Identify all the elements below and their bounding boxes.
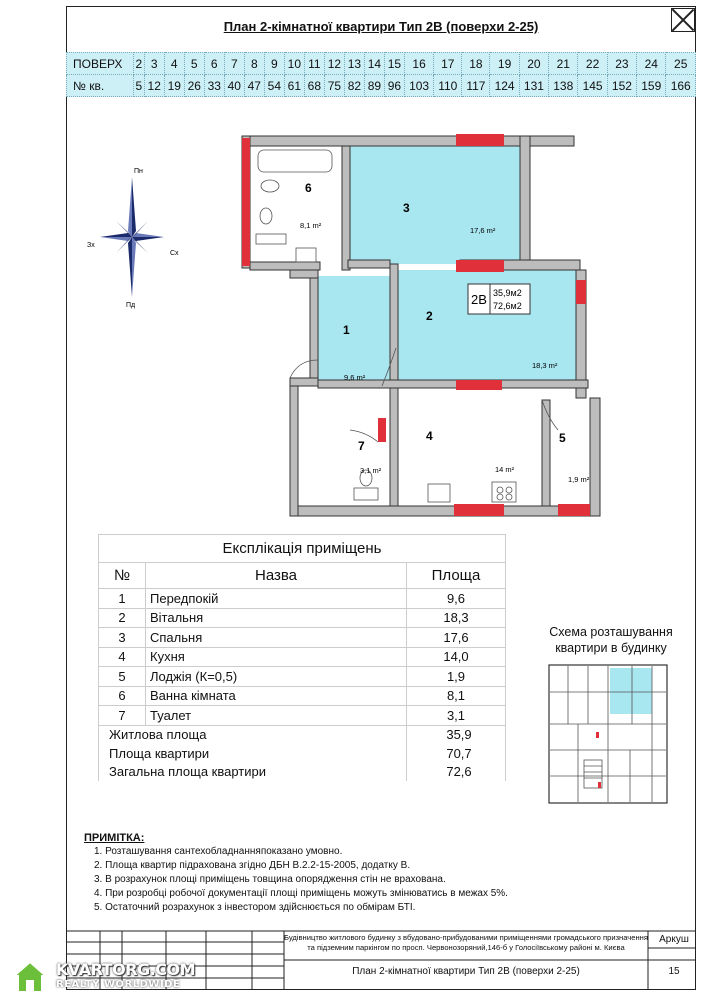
table-row xyxy=(99,686,506,706)
room-area-cell: 14,0 xyxy=(407,647,506,667)
floor-cell: 14 xyxy=(364,53,384,75)
floor-cell: 2 xyxy=(134,53,145,75)
header-number: № xyxy=(99,563,146,589)
room-name-cell: Туалет xyxy=(146,706,407,726)
floor-cell: 20 xyxy=(519,53,548,75)
sheet-label: Аркуш xyxy=(659,934,689,945)
apartment-total-area: 72,6м2 xyxy=(493,301,522,311)
apartment-cell: 131 xyxy=(519,75,548,97)
header-area: Площа xyxy=(407,563,506,589)
compass-west: Зх xyxy=(87,242,95,249)
apartment-cell: 19 xyxy=(164,75,184,97)
apartment-cell: 40 xyxy=(224,75,244,97)
floor-cell: 8 xyxy=(244,53,264,75)
floor-cell: 9 xyxy=(264,53,284,75)
floor-cell: 15 xyxy=(384,53,404,75)
apartment-cell: 61 xyxy=(284,75,304,97)
room-name-cell: Лоджія (К=0,5) xyxy=(146,667,407,687)
compass-east: Сх xyxy=(170,250,179,257)
total-row xyxy=(99,744,506,763)
room-number-cell: 6 xyxy=(99,686,146,706)
floor-cell: 3 xyxy=(144,53,164,75)
room-area-cell: 8,1 xyxy=(407,686,506,706)
floor-cell: 16 xyxy=(404,53,433,75)
room-3-number: 3 xyxy=(403,201,410,215)
apartment-cell: 12 xyxy=(144,75,164,97)
room-6-area: 8,1 m² xyxy=(300,221,322,230)
explication-table xyxy=(98,534,506,781)
compass-north: Пн xyxy=(134,168,143,175)
total-area: 72,6 xyxy=(407,763,506,782)
room-1-area: 9,6 m² xyxy=(344,373,366,382)
table-row xyxy=(99,628,506,648)
watermark-line2: REALTY WORLDWIDE xyxy=(56,979,181,990)
apartment-living-area: 35,9м2 xyxy=(493,288,522,298)
room-name-cell: Вітальня xyxy=(146,608,407,628)
compass-south: Пд xyxy=(126,302,136,309)
note-item: 4. При розробці робочої документації площі приміщень можуть змінюватись в межах 5%. xyxy=(94,888,508,899)
schema-title: Схема розташування квартири в будинку xyxy=(549,625,673,655)
floor-cell: 5 xyxy=(184,53,204,75)
room-5-area: 1,9 m² xyxy=(568,475,590,484)
apartment-cell: 68 xyxy=(304,75,324,97)
apartment-cell: 110 xyxy=(434,75,462,97)
note-item: 1. Розташування сантехобладнанняпоказано умовно. xyxy=(94,846,343,857)
room-3-area: 17,6 m² xyxy=(470,226,496,235)
apartment-cell: 89 xyxy=(364,75,384,97)
total-row xyxy=(99,725,506,744)
room-4-number: 4 xyxy=(426,429,433,443)
total-name: Житлова площа xyxy=(99,725,407,744)
apartment-cell: 5 xyxy=(134,75,145,97)
header-name: Назва xyxy=(146,563,407,589)
table-row xyxy=(99,706,506,726)
room-number-cell: 3 xyxy=(99,628,146,648)
watermark-line1: KVARTORG.COM xyxy=(56,960,195,979)
apartment-cell: 47 xyxy=(244,75,264,97)
floor-row-label: ПОВЕРХ xyxy=(67,53,134,75)
house-logo-icon xyxy=(12,960,48,994)
apartment-cell: 26 xyxy=(184,75,204,97)
apartment-cell: 159 xyxy=(637,75,666,97)
apartment-cell: 138 xyxy=(549,75,578,97)
room-7-number: 7 xyxy=(358,439,365,453)
table-row xyxy=(99,667,506,687)
apartment-cell: 33 xyxy=(204,75,224,97)
room-2-number: 2 xyxy=(426,309,433,323)
room-name-cell: Передпокій xyxy=(146,589,407,609)
room-number-cell: 5 xyxy=(99,667,146,687)
room-1-fill xyxy=(318,276,396,386)
apartment-cell: 82 xyxy=(344,75,364,97)
room-number-cell: 7 xyxy=(99,706,146,726)
table-row xyxy=(99,647,506,667)
compass-rose xyxy=(82,165,192,315)
apartment-type: 2В xyxy=(471,292,487,307)
room-name-cell: Спальня xyxy=(146,628,407,648)
apartment-cell: 75 xyxy=(324,75,344,97)
notes-heading: ПРИМІТКА: xyxy=(84,832,145,844)
floor-cell: 25 xyxy=(666,53,696,75)
notes-block xyxy=(84,831,508,915)
room-number-cell: 4 xyxy=(99,647,146,667)
note-item: 2. Площа квартир підрахована згідно ДБН В.2.2-15-2005, додатку В. xyxy=(94,860,411,871)
room-name-cell: Ванна кімната xyxy=(146,686,407,706)
floor-cell: 13 xyxy=(344,53,364,75)
room-area-cell: 3,1 xyxy=(407,706,506,726)
apartment-cell: 166 xyxy=(666,75,696,97)
total-area: 35,9 xyxy=(407,725,506,744)
room-area-cell: 1,9 xyxy=(407,667,506,687)
total-name: Загальна площа квартири xyxy=(99,763,407,782)
apartment-row-label: № кв. xyxy=(67,75,134,97)
floor-cell: 7 xyxy=(224,53,244,75)
room-4-area: 14 m² xyxy=(495,465,515,474)
sheet-name: План 2-кімнатної квартири Тип 2В (поверхи 2-25) xyxy=(352,966,580,977)
room-3-fill xyxy=(347,146,522,264)
floor-cell: 18 xyxy=(462,53,490,75)
floor-cell: 17 xyxy=(434,53,462,75)
note-item: 3. В розрахунок площі приміщень товщина опорядження стін не врахована. xyxy=(94,874,446,885)
floor-cell: 10 xyxy=(284,53,304,75)
room-5-number: 5 xyxy=(559,431,566,445)
apartment-cell: 54 xyxy=(264,75,284,97)
floor-cell: 23 xyxy=(607,53,636,75)
floor-cell: 24 xyxy=(637,53,666,75)
room-area-cell: 18,3 xyxy=(407,608,506,628)
page-title: План 2-кімнатної квартири Тип 2В (поверхи 2-25) xyxy=(223,19,539,34)
floor-cell: 4 xyxy=(164,53,184,75)
floor-cell: 11 xyxy=(304,53,324,75)
room-number-cell: 1 xyxy=(99,589,146,609)
watermark xyxy=(6,958,195,996)
room-7-area: 3,1 m² xyxy=(360,466,382,475)
total-name: Площа квартири xyxy=(99,744,407,763)
floor-cell: 21 xyxy=(549,53,578,75)
room-area-cell: 17,6 xyxy=(407,628,506,648)
apartment-cell: 145 xyxy=(578,75,607,97)
apartment-cell: 152 xyxy=(607,75,636,97)
apartment-cell: 117 xyxy=(462,75,490,97)
floor-cell: 12 xyxy=(324,53,344,75)
total-area: 70,7 xyxy=(407,744,506,763)
table-row xyxy=(99,589,506,609)
floor-cell: 6 xyxy=(204,53,224,75)
explication-caption: Експлікація приміщень xyxy=(99,535,506,563)
room-6-number: 6 xyxy=(305,181,312,195)
room-area-cell: 9,6 xyxy=(407,589,506,609)
apartment-cell: 96 xyxy=(384,75,404,97)
table-row xyxy=(99,608,506,628)
apartment-cell: 124 xyxy=(490,75,519,97)
room-2-area: 18,3 m² xyxy=(532,361,558,370)
note-item: 5. Остаточний розрахунок з інвестором здійснюється по обмірам БТІ. xyxy=(94,902,416,913)
floor-plan xyxy=(230,130,610,522)
room-name-cell: Кухня xyxy=(146,647,407,667)
room-number-cell: 2 xyxy=(99,608,146,628)
floor-apartment-table xyxy=(66,52,696,97)
apartment-cell: 103 xyxy=(404,75,433,97)
floor-cell: 19 xyxy=(490,53,519,75)
total-row xyxy=(99,763,506,782)
room-1-number: 1 xyxy=(343,323,350,337)
building-location-schema xyxy=(548,664,668,804)
floor-cell: 22 xyxy=(578,53,607,75)
project-description: Будівництво житлового будинку з вбудовано-прибудованими приміщеннями громадського призначення та підземним паркінгом по просп. Червонозоряний,146-б у Голосіївському районі м. Києва xyxy=(284,933,648,952)
sheet-number: 15 xyxy=(668,966,680,977)
